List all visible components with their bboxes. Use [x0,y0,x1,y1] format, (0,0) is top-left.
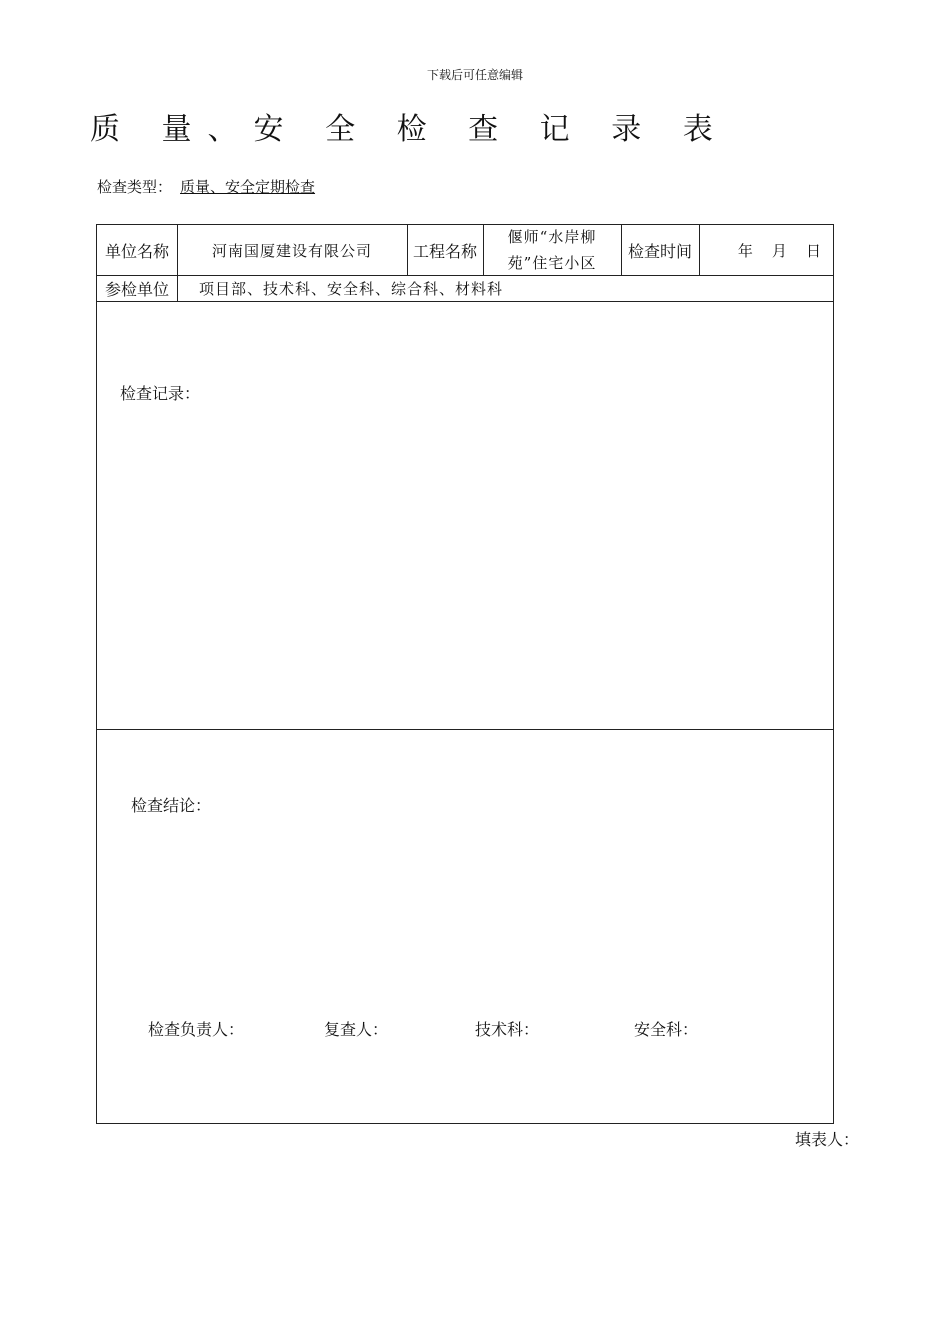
project-name-label: 工程名称 [412,241,477,261]
inspection-time-label: 检查时间 [627,241,692,261]
participants-value: 项目部、技术科、安全科、综合科、材料科 [199,279,504,298]
tech-dept-signature-label: 技术科： [475,1020,540,1039]
inspection-type-label: 检查类型： [97,178,173,196]
inspection-record-label: 检查记录： [120,384,201,403]
unit-name-label: 单位名称 [104,241,169,261]
row-divider [97,301,833,302]
page-title: 质 量、安 全 检 查 记 录 表 [90,112,729,147]
reviewer-signature-label: 复查人： [324,1020,389,1039]
header-note: 下载后可任意编辑 [426,68,523,82]
participants-label: 参检单位 [104,279,169,299]
column-divider [483,225,484,275]
form-filler-label: 填表人： [795,1130,860,1149]
row-divider [97,729,833,730]
unit-name-value: 河南国厦建设有限公司 [211,241,372,260]
safety-dept-signature-label: 安全科： [634,1020,699,1039]
inspection-form-table [96,224,834,1124]
inspection-conclusion-label: 检查结论： [131,796,212,815]
project-name-value: 偃师“水岸柳苑”住宅小区 [507,228,597,272]
inspector-signature-label: 检查负责人： [148,1020,245,1039]
inspection-time-value: 年 月 日 [737,241,821,260]
inspection-type-value: 质量、安全定期检查 [180,178,316,196]
inspection-type-row [97,176,329,197]
